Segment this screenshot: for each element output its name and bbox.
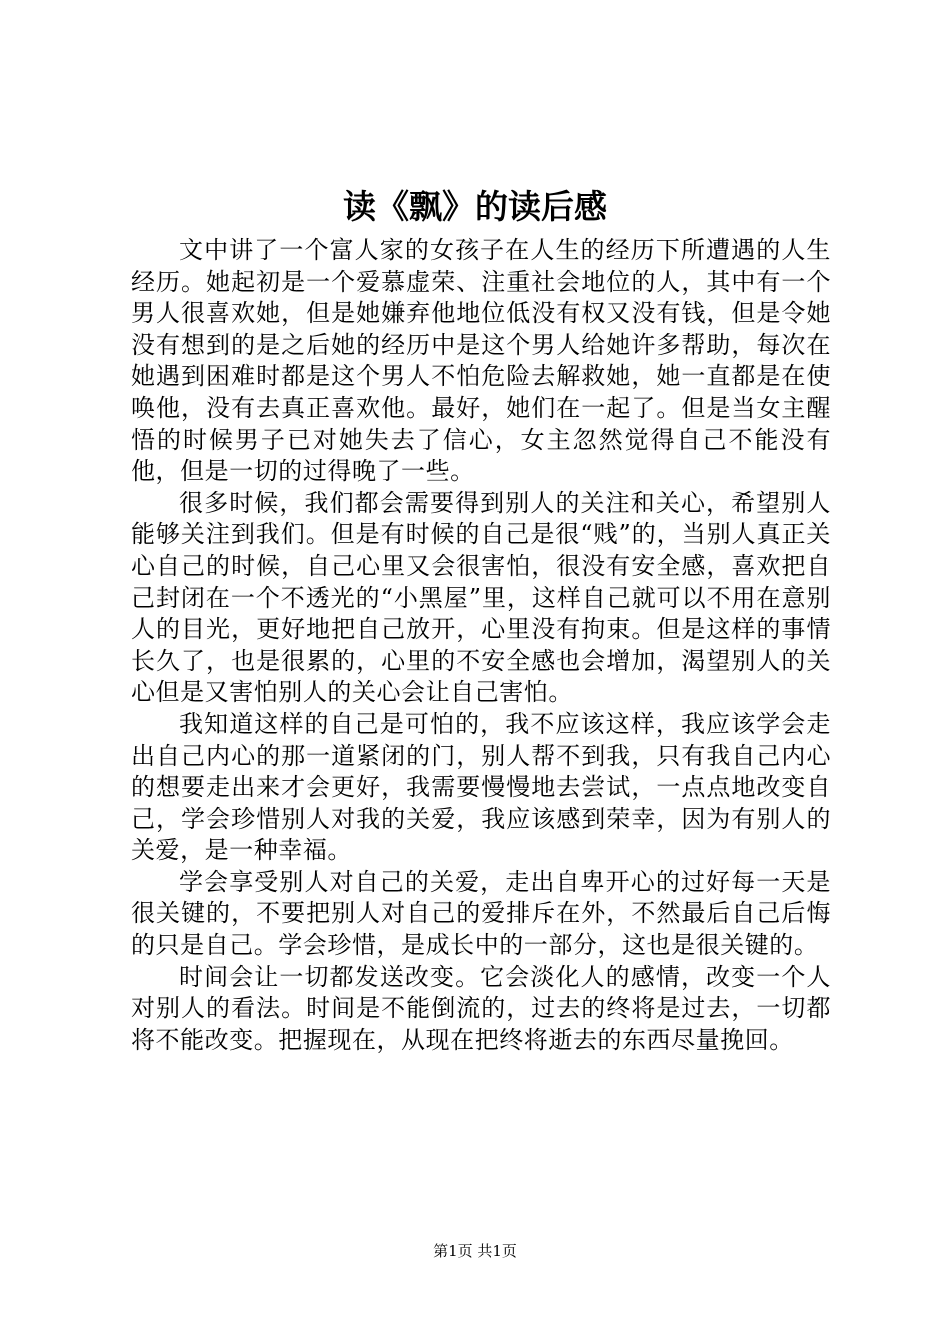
paragraph-2: 很多时候，我们都会需要得到别人的关注和关心，希望别人能够关注到我们。但是有时候的自己是很“贱”的，当别人真正关心自己的时候，自己心里又会很害怕，很没有安全感，喜欢把自己封闭在一个不透光的“小黑屋”里，这样自己就可以不用在意别人的目光，更好地把自己放开，心里没有拘束。但是这样的事情长久了，也是很累的，心里的不安全感也会增加，渴望别人的关心但是又害怕别人的关心会让自己害怕。 [131, 488, 831, 707]
document-body [131, 235, 831, 1056]
page-footer: 第1页 共1页 [433, 1242, 517, 1260]
paragraph-4: 学会享受别人对自己的关爱，走出自卑开心的过好每一天是很关键的，不要把别人对自己的爱排斥在外，不然最后自己后悔的只是自己。学会珍惜，是成长中的一部分，这也是很关键的。 [131, 867, 831, 960]
paragraph-1: 文中讲了一个富人家的女孩子在人生的经历下所遭遇的人生经历。她起初是一个爱慕虚荣、注重社会地位的人，其中有一个男人很喜欢她，但是她嫌弃他地位低没有权又没有钱，但是令她没有想到的是之后她的经历中是这个男人给她许多帮助，每次在她遇到困难时都是这个男人不怕危险去解救她，她一直都是在使唤他，没有去真正喜欢他。最好，她们在一起了。但是当女主醒悟的时候男子已对她失去了信心，女主忽然觉得自己不能没有他，但是一切的过得晚了一些。 [131, 236, 831, 486]
paragraph-5: 时间会让一切都发送改变。它会淡化人的感情，改变一个人对别人的看法。时间是不能倒流的，过去的终将是过去，一切都将不能改变。把握现在，从现在把终将逝去的东西尽量挽回。 [131, 962, 831, 1054]
document-title: 读《飘》的读后感 [343, 187, 607, 226]
paragraph-3: 我知道这样的自己是可怕的，我不应该这样，我应该学会走出自己内心的那一道紧闭的门，别人帮不到我，只有我自己内心的想要走出来才会更好，我需要慢慢地去尝试，一点点地改变自己，学会珍惜别人对我的关爱，我应该感到荣幸，因为有别人的关爱，是一种幸福。 [131, 709, 831, 865]
